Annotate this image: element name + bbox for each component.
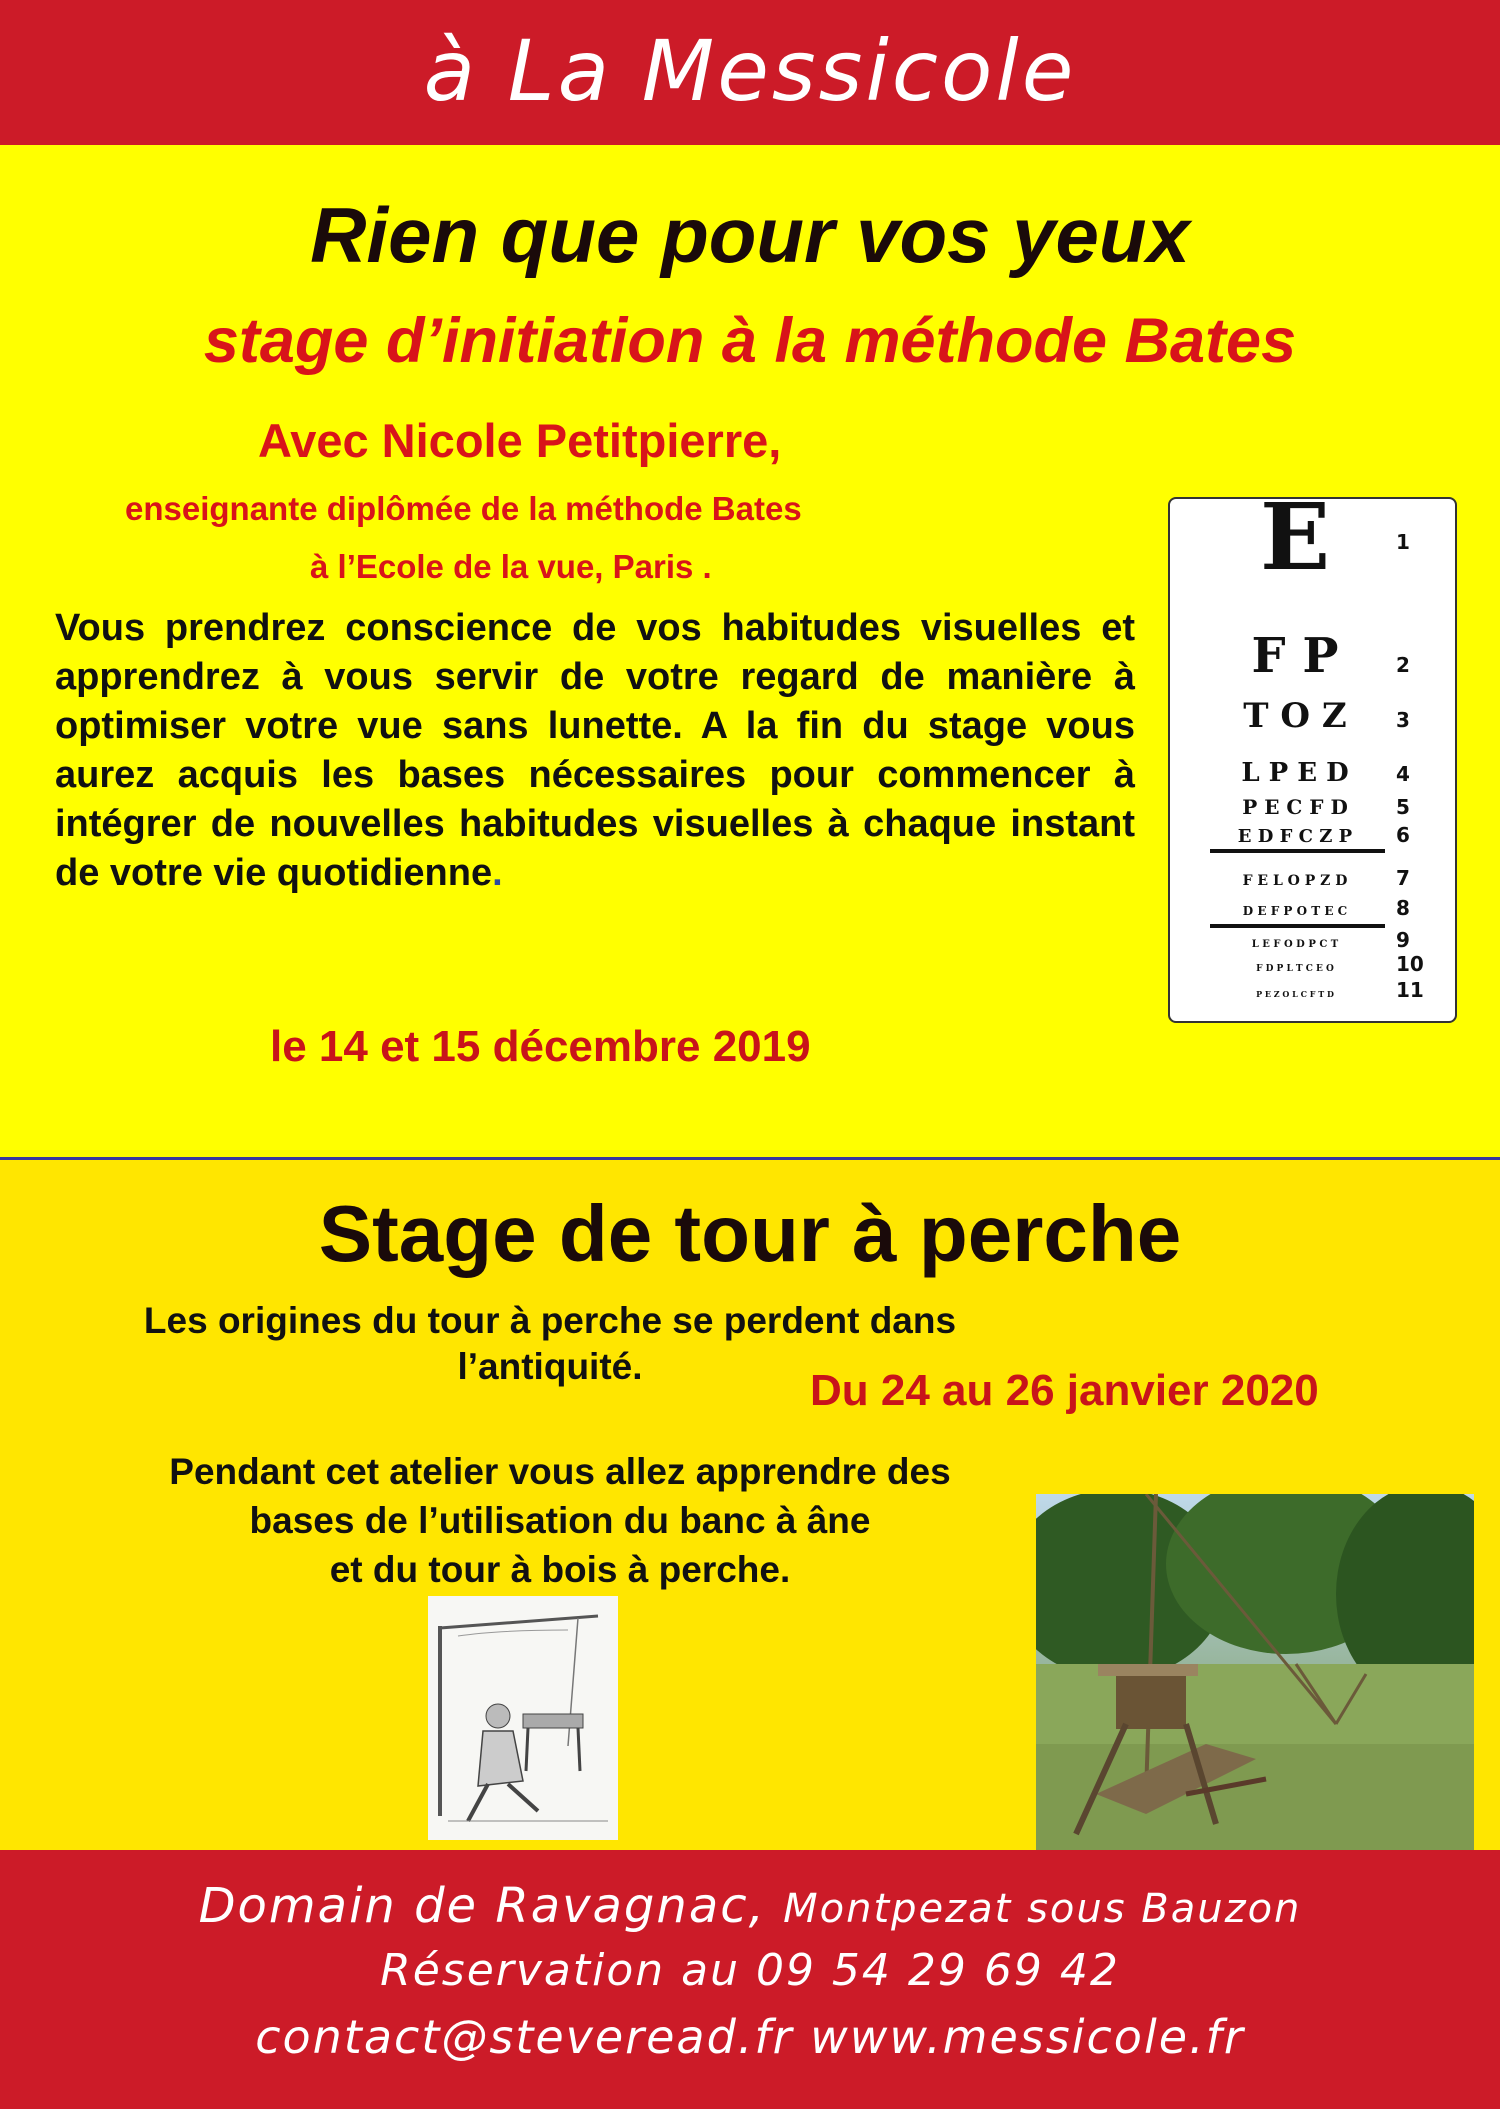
eye-chart-row-number: 1 (1396, 530, 1410, 554)
event1-subtitle: stage d’initiation à la méthode Bates (203, 306, 1297, 376)
eye-chart-row-letters: L E F O D P C T (1251, 939, 1339, 950)
eye-chart-row-letters: F E L O P Z D (1242, 873, 1348, 889)
eye-chart-row-number: 11 (1396, 978, 1424, 1002)
footer-address-place: Domain de Ravagnac, (198, 1878, 766, 1934)
eye-chart-row-letters: F P (1251, 628, 1339, 684)
event1-school: à l’Ecole de la vue, Paris . (310, 548, 712, 585)
eye-chart-row-letters: L P E D (1241, 758, 1349, 788)
header-banner (0, 0, 1500, 145)
eye-chart-row-number: 5 (1396, 795, 1410, 819)
eye-chart-row-letters: T O Z (1243, 696, 1347, 736)
footer-email-link[interactable]: contact@steveread.fr (255, 2010, 794, 2064)
event1-teacher: Avec Nicole Petitpierre, (258, 414, 782, 467)
event2-desc-line3: et du tour à bois à perche. (329, 1549, 791, 1590)
event1-description-end: . (492, 852, 503, 894)
eye-chart-row-letters: E D F C Z P (1237, 826, 1353, 847)
header-title: à La Messicole (423, 22, 1077, 120)
footer-website-link[interactable]: www.messicole.fr (810, 2010, 1245, 2064)
event2-desc-line2: bases de l’utilisation du banc à âne (249, 1500, 871, 1541)
pole-lathe-photo (1036, 1494, 1474, 1850)
event1-description-text: Vous prendrez conscience de vos habitudes visuelles et apprendrez à vous servir de votre regard de manière à optimiser votre vue sans lunette. A la fin du stage vous aurez acquis les bases nécessaires pour commencer à intégrer de nouvelles habitudes visuelles à chaque instant de votre vie quotidienne (55, 607, 1135, 894)
footer-address (0, 1878, 1500, 1934)
eye-chart-image (1168, 497, 1457, 1023)
medieval-lathe-drawing (428, 1596, 618, 1840)
event2-origins-line1: Les origines du tour à perche se perdent dans (143, 1300, 957, 1341)
event2-title: Stage de tour à perche (318, 1189, 1182, 1278)
eye-chart-row-number: 3 (1396, 708, 1410, 732)
eye-chart-row-letters: E (1259, 499, 1331, 591)
eye-chart-row-letters: P E Z O L C F T D (1256, 989, 1334, 999)
event2-description (60, 1447, 1060, 1594)
eye-chart-row-letters: P E C F D (1242, 795, 1348, 819)
event1-date: le 14 et 15 décembre 2019 (270, 1022, 811, 1071)
eye-chart-row-letters: D E F P O T E C (1242, 904, 1348, 918)
event1-credential: enseignante diplômée de la méthode Bates (125, 490, 802, 527)
eye-chart-row-letters: F D P L T C E O (1256, 964, 1334, 974)
footer-reservation: Réservation au 09 54 29 69 42 (380, 1945, 1120, 1996)
event2-desc-line1: Pendant cet atelier vous allez apprendre des (169, 1451, 951, 1492)
footer-address-town: Montpezat sous Bauzon (783, 1886, 1302, 1932)
eye-chart-row-number: 9 (1396, 928, 1410, 952)
eye-chart-row-number: 2 (1396, 653, 1410, 677)
event1-description (55, 604, 1135, 898)
footer-contact (0, 2010, 1500, 2064)
eye-chart-svg (1170, 499, 1455, 1021)
event1-title: Rien que pour vos yeux (310, 191, 1190, 279)
eye-chart-row-number: 8 (1396, 896, 1410, 920)
eye-chart-row-number: 6 (1396, 823, 1410, 847)
eye-chart-row-number: 10 (1396, 952, 1424, 976)
eye-chart-row-number: 7 (1396, 866, 1410, 890)
event2-origins-line2: l’antiquité. (457, 1346, 643, 1387)
event2-date: Du 24 au 26 janvier 2020 (810, 1366, 1319, 1415)
eye-chart-row-number: 4 (1396, 762, 1410, 786)
